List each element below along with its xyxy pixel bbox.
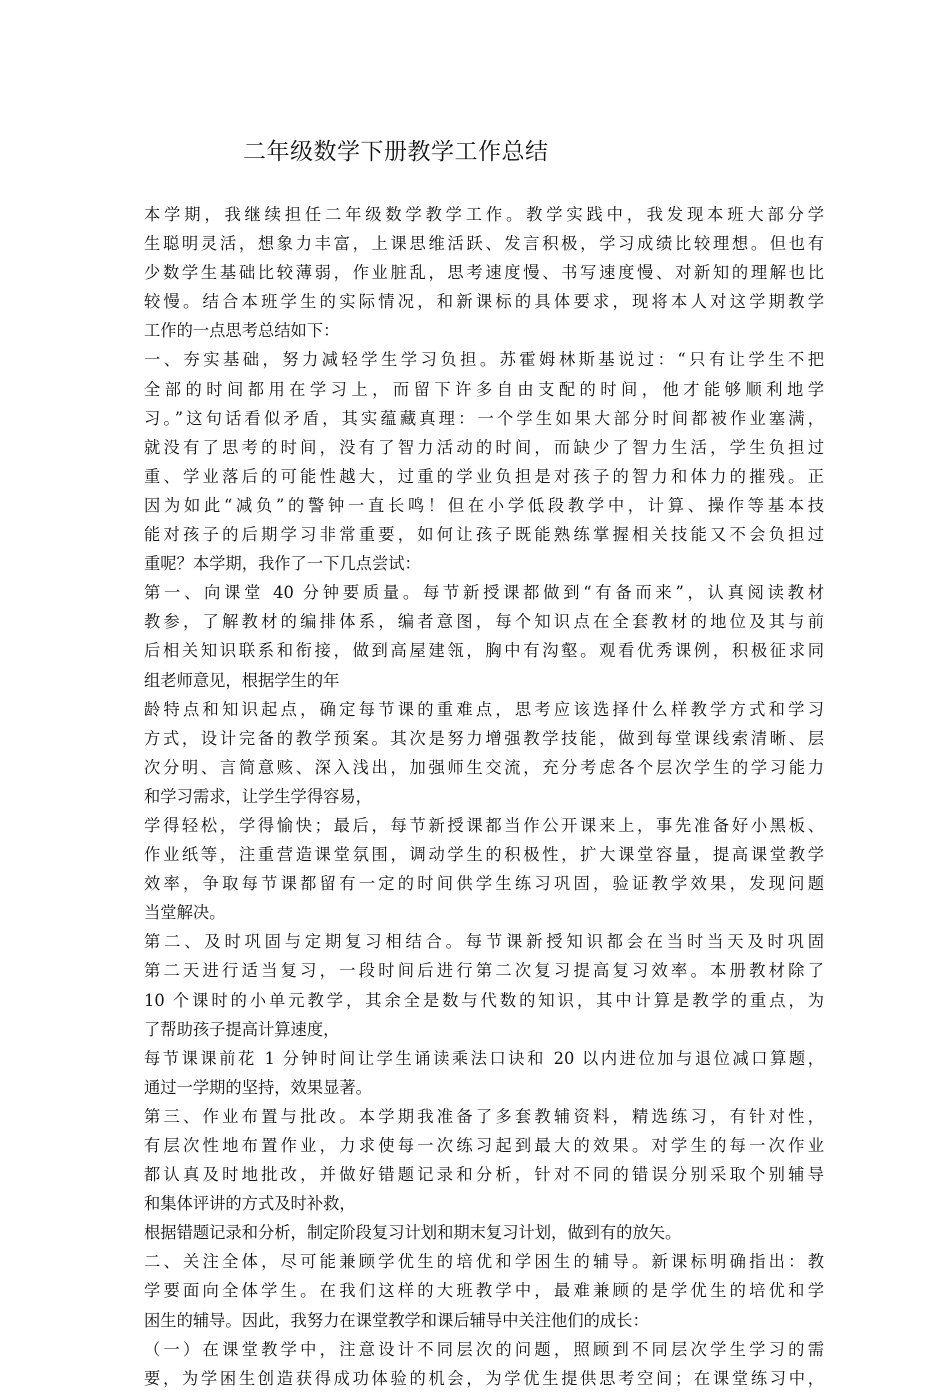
body-line: 生聪明灵活，想象力丰富，上课思维活跃、发言积极，学习成绩比较理想。但也有: [144, 234, 824, 254]
body-line: （一）在课堂教学中，注意设计不同层次的问题，照顾到不同层次学生学习的需: [144, 1339, 824, 1359]
body-line: 习。”这句话看似矛盾，其实蕴藏真理：一个学生如果大部分时间都被作业塞满，: [144, 408, 824, 428]
body-line: 通过一学期的坚持，效果显著。: [144, 1077, 372, 1097]
body-line: 要，为学困生创造获得成功体验的机会，为学优生提供思考空间；在课堂练习中，: [144, 1368, 824, 1388]
body-line: 学得轻松，学得愉快；最后，每节新授课都当作公开课来上，事先准备好小黑板、: [144, 815, 824, 835]
body-line: 方式，设计完备的教学预案。其次是努力增强教学技能，做到每堂课线索清晰、层: [144, 728, 824, 748]
body-line: 后相关知识联系和衔接，做到高屋建瓴，胸中有沟壑。观看优秀课例，积极征求同: [144, 641, 824, 661]
body-line: 第一、向课堂 40 分钟要质量。每节新授课都做到“有备而来”，认真阅读教材: [144, 583, 824, 603]
body-line: 次分明、言简意赅、深入浅出，加强师生交流，充分考虑各个层次学生的学习能力: [144, 757, 824, 777]
body-line: 全部的时间都用在学习上，而留下许多自由支配的时间，他才能够顺利地学: [144, 379, 824, 399]
document-title: 二年级数学下册教学工作总结: [243, 139, 549, 165]
body-line: 都认真及时地批改，并做好错题记录和分析，针对不同的错误分别采取个别辅导: [144, 1165, 824, 1185]
body-line: 少数学生基础比较薄弱，作业脏乱，思考速度慢、书写速度慢、对新知的理解也比: [144, 263, 824, 283]
body-line: 当堂解决。: [144, 903, 226, 923]
body-line: 较慢。结合本班学生的实际情况，和新课标的具体要求，现将本人对这学期教学: [144, 292, 824, 312]
body-line: 能对孩子的后期学习非常重要，如何让孩子既能熟练掌握相关技能又不会负担过: [144, 525, 824, 545]
body-line: 根据错题记录和分析，制定阶段复习计划和期末复习计划，做到有的放矢。: [144, 1223, 682, 1243]
body-line: 和学习需求，让学生学得容易，: [144, 786, 372, 806]
body-line: 重呢？本学期，我作了一下几点尝试：: [144, 554, 421, 574]
body-line: 效率，争取每节课都留有一定的时间供学生练习巩固，验证教学效果，发现问题: [144, 874, 824, 894]
body-line: 二、关注全体，尽可能兼顾学优生的培优和学困生的辅导。新课标明确指出：教: [144, 1252, 824, 1272]
body-line: 和集体评讲的方式及时补救，: [144, 1194, 356, 1214]
body-line: 第二、及时巩固与定期复习相结合。每节课新授知识都会在当时当天及时巩固: [144, 932, 824, 952]
document-body: [144, 200, 824, 1393]
body-line: 了帮助孩子提高计算速度，: [144, 1019, 340, 1039]
body-line: 有层次性地布置作业，力求使每一次练习起到最大的效果。对学生的每一次作业: [144, 1136, 824, 1155]
body-line: 本学期，我继续担任二年级数学教学工作。教学实践中，我发现本班大部分学: [144, 205, 824, 224]
body-line: 工作的一点思考总结如下：: [144, 321, 340, 341]
body-line: 就没有了思考的时间，没有了智力活动的时间，而缺少了智力生活，学生负担过: [144, 437, 824, 457]
body-line: 每节课课前花 1 分钟时间让学生诵读乘法口诀和 20 以内进位加与退位减口算题，: [144, 1048, 824, 1068]
body-line: 学要面向全体学生。在我们这样的大班教学中，最难兼顾的是学优生的培优和学: [144, 1281, 824, 1301]
body-line: 10 个课时的小单元教学，其余全是数与代数的知识，其中计算是教学的重点，为: [144, 990, 824, 1010]
body-line: 组老师意见，根据学生的年: [144, 670, 340, 690]
body-line: 作业纸等，注重营造课堂氛围，调动学生的积极性，扩大课堂容量，提高课堂教学: [144, 845, 824, 865]
body-line: 第三、作业布置与批改。本学期我准备了多套教辅资料，精选练习，有针对性，: [144, 1106, 824, 1126]
body-line: 困生的辅导。因此，我努力在课堂教学和课后辅导中关注他们的成长：: [144, 1310, 649, 1330]
body-line: 重、学业落后的可能性越大，过重的学业负担是对孩子的智力和体力的摧残。正: [144, 466, 824, 486]
body-line: 第二天进行适当复习，一段时间后进行第二次复习提高复习效率。本册教材除了: [144, 961, 824, 981]
body-line: 一、夯实基础，努力减轻学生学习负担。苏霍姆林斯基说过：“只有让学生不把: [144, 350, 824, 370]
body-line: 龄特点和知识起点，确定每节课的重难点，思考应该选择什么样教学方式和学习: [144, 699, 824, 719]
body-line: 因为如此“减负”的警钟一直长鸣！但在小学低段教学中，计算、操作等基本技: [144, 495, 824, 515]
body-line: 教参，了解教材的编排体系，编者意图，每个知识点在全套教材的地位及其与前: [144, 612, 824, 632]
